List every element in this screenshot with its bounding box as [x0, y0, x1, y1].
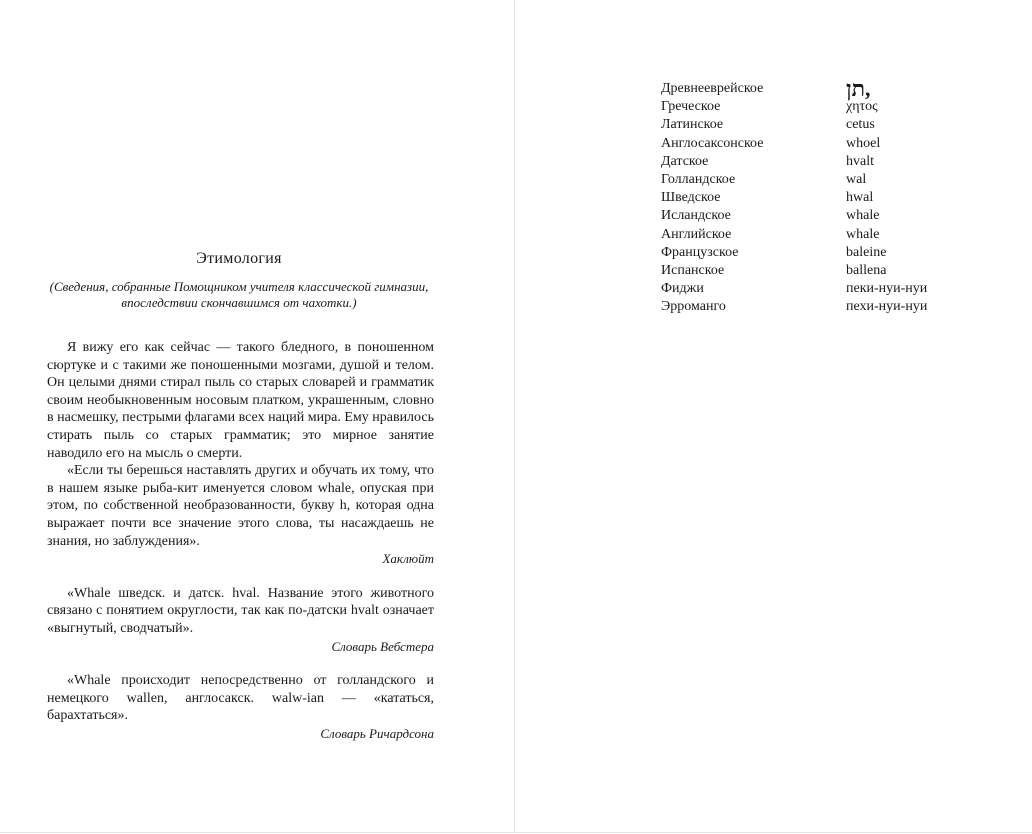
whale-word: ballena: [846, 263, 887, 279]
whale-word: whale: [846, 208, 880, 224]
left-page: [0, 0, 515, 833]
table-row: [661, 98, 927, 116]
signature: Хаклюйт: [382, 551, 434, 567]
language-name: Шведское: [661, 190, 721, 206]
table-row: [661, 226, 927, 244]
table-row: [661, 171, 927, 189]
table-row: [661, 80, 927, 98]
body-text: [47, 339, 434, 742]
language-name: Греческое: [661, 99, 721, 115]
chapter-title: Этимология: [196, 250, 282, 267]
table-row: [661, 262, 927, 280]
spacer: [47, 655, 434, 672]
language-name: Эрроманго: [661, 299, 726, 315]
whale-word: пехи-нуи-нуи: [846, 299, 928, 315]
quote: «Whale происходит непосредственно от голландского и немецкого wallen, англосакск. walw-ian — «кататься, барахтаться».: [47, 673, 434, 724]
chapter-subtitle: (Сведения, собранные Помощником учителя классической гимназии, впоследствии скончавшимся от чахотки.): [49, 279, 429, 310]
language-name: Французское: [661, 244, 739, 260]
table-row: [661, 280, 927, 298]
whale-word: whoel: [846, 135, 881, 151]
signature: Словарь Ричардсона: [320, 725, 434, 741]
whale-word: χητος: [846, 99, 878, 115]
language-name: Английское: [661, 226, 732, 242]
whale-word: wal: [846, 172, 867, 188]
etymology-table: [661, 76, 928, 317]
paragraph: Я вижу его как сейчас — такого бледного, в поношенном сюртуке и с такими же поношенными мозгами, душой и телом. Он целыми днями стирал пыль со старых словарей и грамматик своим необыкновенным носовым платком, украшенным, словно в насмешку, пестрыми флагами всех наций мира. Ему нравилось стирать пыль со старых грамматик; это мирное занятие наводило его на мысль о смерти.: [47, 340, 434, 461]
language-name: Испанское: [661, 263, 725, 279]
table-row: [661, 207, 927, 225]
table-row: [661, 298, 927, 316]
paragraph: «Если ты берешься наставлять других и обучать их тому, что в нашем языке рыба-кит именуется словом whale, опуская при этом, по собственной необразованности, букву h, которая одна выражает почти все значение этого слова, ты насаждаешь не знания, но заблуждения».: [47, 463, 434, 549]
table-row: [661, 116, 927, 134]
quote: «Whale шведск. и датск. hval. Название этого животного связано с понятием округлости, так как по-датски hvalt означает «выгнутый, сводчатый».: [47, 585, 434, 636]
signature: Словарь Вебстера: [331, 638, 434, 654]
spacer: [47, 568, 434, 585]
language-name: Исландское: [661, 208, 731, 224]
language-name: Древнееврейское: [661, 81, 764, 96]
whale-word: hwal: [846, 190, 874, 206]
whale-word: whale: [846, 226, 880, 242]
whale-word: hvalt: [846, 153, 874, 169]
right-page: [515, 0, 1032, 833]
language-name: Фиджи: [661, 281, 704, 297]
language-name: Датское: [661, 153, 709, 169]
whale-word: תן,: [846, 76, 871, 101]
whale-word: baleine: [846, 244, 887, 260]
language-name: Латинское: [661, 117, 724, 133]
whale-word: пеки-нуи-нуи: [846, 281, 928, 297]
table-row: [661, 153, 927, 171]
language-name: Англосаксонское: [661, 135, 764, 151]
language-name: Голландское: [661, 172, 736, 188]
table-row: [661, 244, 927, 262]
table-row: [661, 135, 927, 153]
whale-word: cetus: [846, 117, 875, 133]
table-row: [661, 189, 927, 207]
